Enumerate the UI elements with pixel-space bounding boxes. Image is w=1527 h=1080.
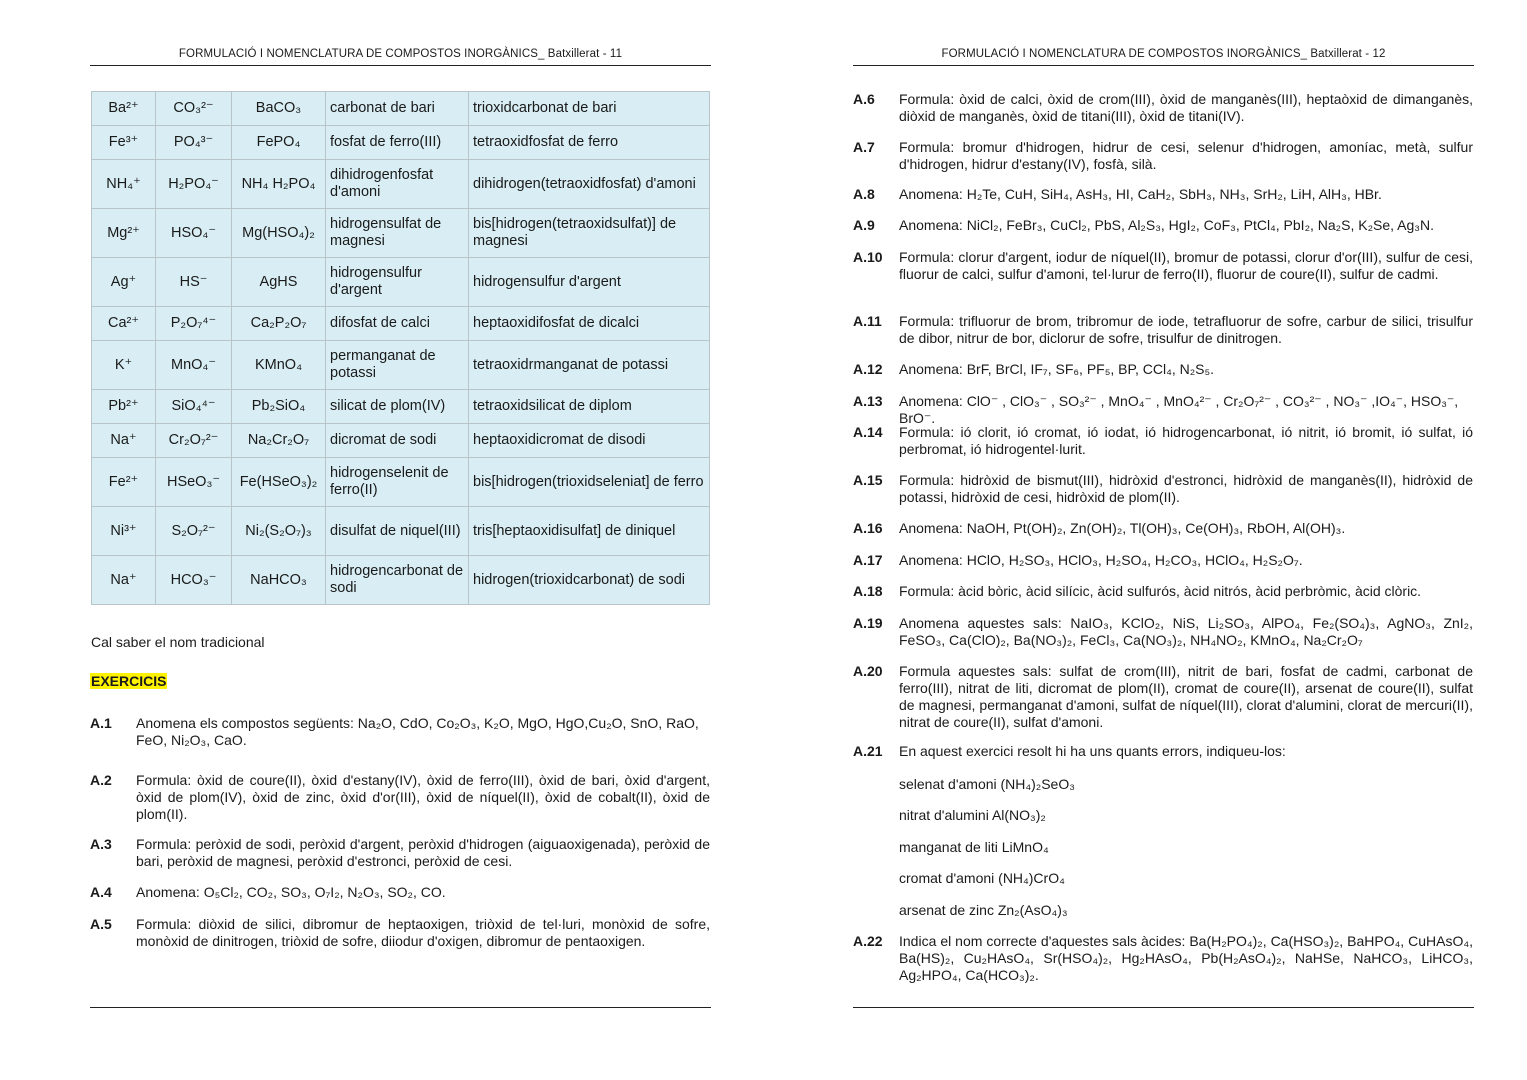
exercise-text: Formula: trifluorur de brom, tribromur de iode, tetrafluorur de sofre, carbur de silici, trisulfur de dibor, nitrur de bor, diclorur de sofre, trisulfur de dinitrogen.: [899, 313, 1473, 346]
cation-cell: K⁺: [92, 341, 156, 390]
exercise-label: A.5: [90, 916, 112, 932]
systematic-name-cell: heptaoxidicromat de disodi: [469, 424, 710, 458]
traditional-name-cell: hidrogensulfur d'argent: [326, 258, 469, 307]
table-row: [92, 258, 710, 307]
exercise-text: Formula: àcid bòric, àcid silícic, àcid sulfurós, àcid nitrós, àcid perbròmic, àcid clòric.: [899, 583, 1422, 599]
anion-cell: HCO₃⁻: [156, 556, 232, 605]
cation-cell: Mg²⁺: [92, 209, 156, 258]
header-rule: [853, 65, 1474, 66]
anion-cell: SiO₄⁴⁻: [156, 390, 232, 424]
systematic-name-cell: tetraoxidrmanganat de potassi: [469, 341, 710, 390]
traditional-name-cell: dicromat de sodi: [326, 424, 469, 458]
exercise-label: A.15: [853, 472, 883, 488]
exercise-label: A.11: [853, 313, 882, 329]
cation-cell: Fe²⁺: [92, 458, 156, 507]
table-row: [92, 507, 710, 556]
exercise-a1: [90, 715, 710, 749]
exercise-a15: [853, 472, 1473, 506]
exercise-a17: [853, 552, 1473, 569]
exercise-a5: [90, 916, 710, 950]
exercise-label: A.10: [853, 249, 883, 265]
cation-cell: Ba²⁺: [92, 92, 156, 126]
formula-cell: Na₂Cr₂O₇: [232, 424, 326, 458]
note-traditional: Cal saber el nom tradicional: [91, 634, 265, 650]
exercise-label: A.22: [853, 933, 883, 949]
formula-cell: Ca₂P₂O₇: [232, 307, 326, 341]
exercise-a3: [90, 836, 710, 870]
anion-cell: CO₃²⁻: [156, 92, 232, 126]
formula-cell: Ni₂(S₂O₇)₃: [232, 507, 326, 556]
exercise-text: Indica el nom correcte d'aquestes sals àcides: Ba(H₂PO₄)₂, Ca(HSO₃)₂, BaHPO₄, CuHAsO₄, Ba(HS)₂, Cu₂HAsO₄, Sr(HSO₄)₂, Hg₂HAsO₄, Pb(H₂AsO₄)₂, NaHSe, NaHCO₃, LiHCO₃, Ag₂HPO₄, Ca(HCO₃)₂.: [899, 933, 1473, 983]
cation-cell: Ni³⁺: [92, 507, 156, 556]
table-row: [92, 424, 710, 458]
cation-cell: Fe³⁺: [92, 126, 156, 160]
formula-cell: NaHCO₃: [232, 556, 326, 605]
exercise-a13: [853, 393, 1473, 427]
exercise-label: A.14: [853, 424, 883, 440]
systematic-name-cell: tris[heptaoxidisulfat] de diniquel: [469, 507, 710, 556]
anion-cell: HSeO₃⁻: [156, 458, 232, 507]
exercise-a16: [853, 520, 1473, 537]
cation-cell: Na⁺: [92, 556, 156, 605]
traditional-name-cell: fosfat de ferro(III): [326, 126, 469, 160]
exercise-label: A.19: [853, 615, 883, 631]
anion-cell: P₂O₇⁴⁻: [156, 307, 232, 341]
table-row: [92, 390, 710, 424]
exercise-text: Anomena: ClO⁻ , ClO₃⁻ , SO₃²⁻ , MnO₄⁻ , MnO₄²⁻ , Cr₂O₇²⁻ , CO₃²⁻ , NO₃⁻ ,IO₄⁻, HSO₃⁻, BrO⁻.: [899, 393, 1459, 426]
exercise-text: Anomena aquestes sals: NaIO₃, KClO₂, NiS, Li₂SO₃, AlPO₄, Fe₂(SO₄)₃, AgNO₃, ZnI₂, FeSO₃, Ca(ClO)₂, Ba(NO₃)₂, FeCl₃, Ca(NO₃)₂, NH₄NO₂, KMnO₄, Na₂Cr₂O₇: [899, 615, 1473, 648]
table-row: [92, 458, 710, 507]
systematic-name-cell: dihidrogen(tetraoxidfosfat) d'amoni: [469, 160, 710, 209]
exercise-label: A.17: [853, 552, 883, 568]
a21-item: selenat d'amoni (NH₄)₂SeO₃: [899, 776, 1075, 792]
exercise-label: A.18: [853, 583, 883, 599]
exercise-a7: [853, 139, 1473, 173]
anion-cell: H₂PO₄⁻: [156, 160, 232, 209]
right-page: [853, 0, 1474, 1080]
exercise-text: Formula: diòxid de silici, dibromur de heptaoxigen, triòxid de tel·luri, monòxid de sofre, monòxid de dinitrogen, triòxid de sofre, diiodur d'oxigen, dibromur de pentaoxigen.: [136, 916, 710, 949]
systematic-name-cell: tetraoxidfosfat de ferro: [469, 126, 710, 160]
table-row: [92, 556, 710, 605]
footer-rule: [853, 1007, 1474, 1008]
exercise-a21: [853, 743, 1473, 760]
left-page: [90, 0, 711, 1080]
traditional-name-cell: hidrogencarbonat de sodi: [326, 556, 469, 605]
exercise-label: A.4: [90, 884, 112, 900]
cation-cell: Pb²⁺: [92, 390, 156, 424]
formula-cell: Fe(HSeO₃)₂: [232, 458, 326, 507]
formula-cell: KMnO₄: [232, 341, 326, 390]
table-row: [92, 160, 710, 209]
exercise-a2: [90, 772, 710, 823]
exercise-label: A.8: [853, 186, 875, 202]
exercise-label: A.3: [90, 836, 112, 852]
exercise-a8: [853, 186, 1473, 203]
exercise-text: Formula: bromur d'hidrogen, hidrur de cesi, selenur d'hidrogen, amoníac, metà, sulfur d'hidrogen, hidrur d'estany(IV), fosfà, silà.: [899, 139, 1473, 172]
cation-cell: Na⁺: [92, 424, 156, 458]
exercise-label: A.21: [853, 743, 883, 759]
anion-cell: HSO₄⁻: [156, 209, 232, 258]
traditional-name-cell: permanganat de potassi: [326, 341, 469, 390]
formula-cell: NH₄ H₂PO₄: [232, 160, 326, 209]
cation-cell: NH₄⁺: [92, 160, 156, 209]
exercise-text: Anomena: BrF, BrCl, IF₇, SF₆, PF₅, BP, CCl₄, N₂S₅.: [899, 361, 1215, 377]
exercise-a18: [853, 583, 1473, 600]
exercise-label: A.1: [90, 715, 112, 731]
anion-cell: HS⁻: [156, 258, 232, 307]
exercise-text: Anomena: NiCl₂, FeBr₃, CuCl₂, PbS, Al₂S₃, HgI₂, CoF₃, PtCl₄, PbI₂, Na₂S, K₂Se, Ag₃N.: [899, 217, 1434, 233]
anion-cell: PO₄³⁻: [156, 126, 232, 160]
formula-cell: BaCO₃: [232, 92, 326, 126]
exercise-text: Formula: ió clorit, ió cromat, ió iodat, ió hidrogencarbonat, ió nitrit, ió bromit, ió sulfat, ió perbromat, ió hidrogentel·lurit.: [899, 424, 1473, 457]
exercise-label: A.7: [853, 139, 875, 155]
exercise-text: Anomena: O₅Cl₂, CO₂, SO₃, O₇I₂, N₂O₃, SO₂, CO.: [136, 884, 446, 900]
exercise-label: A.9: [853, 217, 875, 233]
exercise-label: A.16: [853, 520, 883, 536]
table-row: [92, 126, 710, 160]
anion-cell: MnO₄⁻: [156, 341, 232, 390]
a21-item: nitrat d'alumini Al(NO₃)₂: [899, 807, 1046, 823]
formula-cell: AgHS: [232, 258, 326, 307]
exercise-a4: [90, 884, 710, 901]
exercise-a9: [853, 217, 1473, 234]
table-row: [92, 341, 710, 390]
exercise-label: A.20: [853, 663, 883, 679]
systematic-name-cell: hidrogen(trioxidcarbonat) de sodi: [469, 556, 710, 605]
table-row: [92, 92, 710, 126]
ions-table: [91, 91, 710, 605]
exercise-text: Formula: òxid de calci, òxid de crom(III), òxid de manganès(III), heptaòxid de dimanganès, diòxid de manganès, òxid de titani(III), òxid de titani(IV).: [899, 91, 1473, 124]
exercise-text: Formula: òxid de coure(II), òxid d'estany(IV), òxid de ferro(III), òxid de bari, òxid d'argent, òxid de plom(IV), òxid de zinc, òxid d'or(III), òxid de níquel(II), òxid de cobalt(II), òxid de plom(II).: [136, 772, 710, 822]
exercise-label: A.2: [90, 772, 112, 788]
cation-cell: Ag⁺: [92, 258, 156, 307]
anion-cell: Cr₂O₇²⁻: [156, 424, 232, 458]
exercise-label: A.13: [853, 393, 883, 409]
systematic-name-cell: bis[hidrogen(trioxidseleniat] de ferro: [469, 458, 710, 507]
exercise-a11: [853, 313, 1473, 347]
traditional-name-cell: silicat de plom(IV): [326, 390, 469, 424]
systematic-name-cell: trioxidcarbonat de bari: [469, 92, 710, 126]
a21-item: cromat d'amoni (NH₄)CrO₄: [899, 870, 1065, 886]
systematic-name-cell: tetraoxidsilicat de diplom: [469, 390, 710, 424]
footer-rule: [90, 1007, 711, 1008]
exercise-a14: [853, 424, 1473, 458]
exercise-text: Formula aquestes sals: sulfat de crom(III), nitrit de bari, fosfat de cadmi, carbonat de ferro(III), nitrat de liti, dicromat de plom(II), cromat de coure(II), arsenat de coure(II), sulfat de magnesi, permanganat d'amoni, sulfat de níquel(III), clorat d'alumini, clorat de mercuri(II), nitrat de coure(II), sulfat d'amoni.: [899, 663, 1473, 730]
exercise-text: Formula: hidròxid de bismut(III), hidròxid d'estronci, hidròxid de manganès(II), hidròxid de potassi, hidròxid de cesi, hidròxid de plom(II).: [899, 472, 1473, 505]
traditional-name-cell: hidrogensulfat de magnesi: [326, 209, 469, 258]
formula-cell: FePO₄: [232, 126, 326, 160]
exercise-text: Formula: peròxid de sodi, peròxid d'argent, peròxid d'hidrogen (aiguaoxigenada), peròxid de bari, peròxid de magnesi, peròxid d'estronci, peròxid de cesi.: [136, 836, 710, 869]
exercise-text: Anomena: H₂Te, CuH, SiH₄, AsH₃, HI, CaH₂, SbH₃, NH₃, SrH₂, LiH, AlH₃, HBr.: [899, 186, 1382, 202]
exercise-a19: [853, 615, 1473, 649]
table-row: [92, 209, 710, 258]
exercise-a20: [853, 663, 1473, 731]
exercise-label: A.6: [853, 91, 875, 107]
traditional-name-cell: disulfat de niquel(III): [326, 507, 469, 556]
traditional-name-cell: carbonat de bari: [326, 92, 469, 126]
exercise-text: Anomena: HClO, H₂SO₃, HClO₃, H₂SO₄, H₂CO₃, HClO₄, H₂S₂O₇.: [899, 552, 1303, 568]
a21-item: arsenat de zinc Zn₂(AsO₄)₃: [899, 902, 1068, 918]
systematic-name-cell: hidrogensulfur d'argent: [469, 258, 710, 307]
traditional-name-cell: hidrogenselenit de ferro(II): [326, 458, 469, 507]
cation-cell: Ca²⁺: [92, 307, 156, 341]
exercise-a6: [853, 91, 1473, 125]
exercise-text: Formula: clorur d'argent, iodur de níquel(II), bromur de potassi, clorur d'or(III), sulfur de cesi, fluorur de calci, sulfur d'amoni, tel·lurur de ferro(II), fluorur de coure(II), sulfur de cadmi.: [899, 249, 1473, 282]
header-rule: [90, 65, 711, 66]
traditional-name-cell: difosfat de calci: [326, 307, 469, 341]
exercise-a10: [853, 249, 1473, 283]
systematic-name-cell: heptaoxidifosfat de dicalci: [469, 307, 710, 341]
a21-item: manganat de liti LiMnO₄: [899, 839, 1049, 855]
traditional-name-cell: dihidrogenfosfat d'amoni: [326, 160, 469, 209]
anion-cell: S₂O₇²⁻: [156, 507, 232, 556]
systematic-name-cell: bis[hidrogen(tetraoxidsulfat)] de magnesi: [469, 209, 710, 258]
page-header-right: FORMULACIÓ I NOMENCLATURA DE COMPOSTOS INORGÀNICS_ Batxillerat - 12: [941, 48, 1386, 60]
formula-cell: Pb₂SiO₄: [232, 390, 326, 424]
exercise-a12: [853, 361, 1473, 378]
exercise-text: Anomena: NaOH, Pt(OH)₂, Zn(OH)₂, Tl(OH)₃, Ce(OH)₃, RbOH, Al(OH)₃.: [899, 520, 1346, 536]
exercise-text: Anomena els compostos següents: Na₂O, CdO, Co₂O₃, K₂O, MgO, HgO,Cu₂O, SnO, RaO, FeO, Ni₂O₃, CaO.: [136, 715, 699, 748]
exercise-a22: [853, 933, 1473, 984]
formula-cell: Mg(HSO₄)₂: [232, 209, 326, 258]
exercise-label: A.12: [853, 361, 883, 377]
page-header-left: FORMULACIÓ I NOMENCLATURA DE COMPOSTOS INORGÀNICS_ Batxillerat - 11: [178, 48, 623, 60]
exercises-title: EXERCICIS: [91, 673, 167, 689]
table-row: [92, 307, 710, 341]
exercise-text: En aquest exercici resolt hi ha uns quants errors, indiqueu-los:: [899, 743, 1286, 759]
